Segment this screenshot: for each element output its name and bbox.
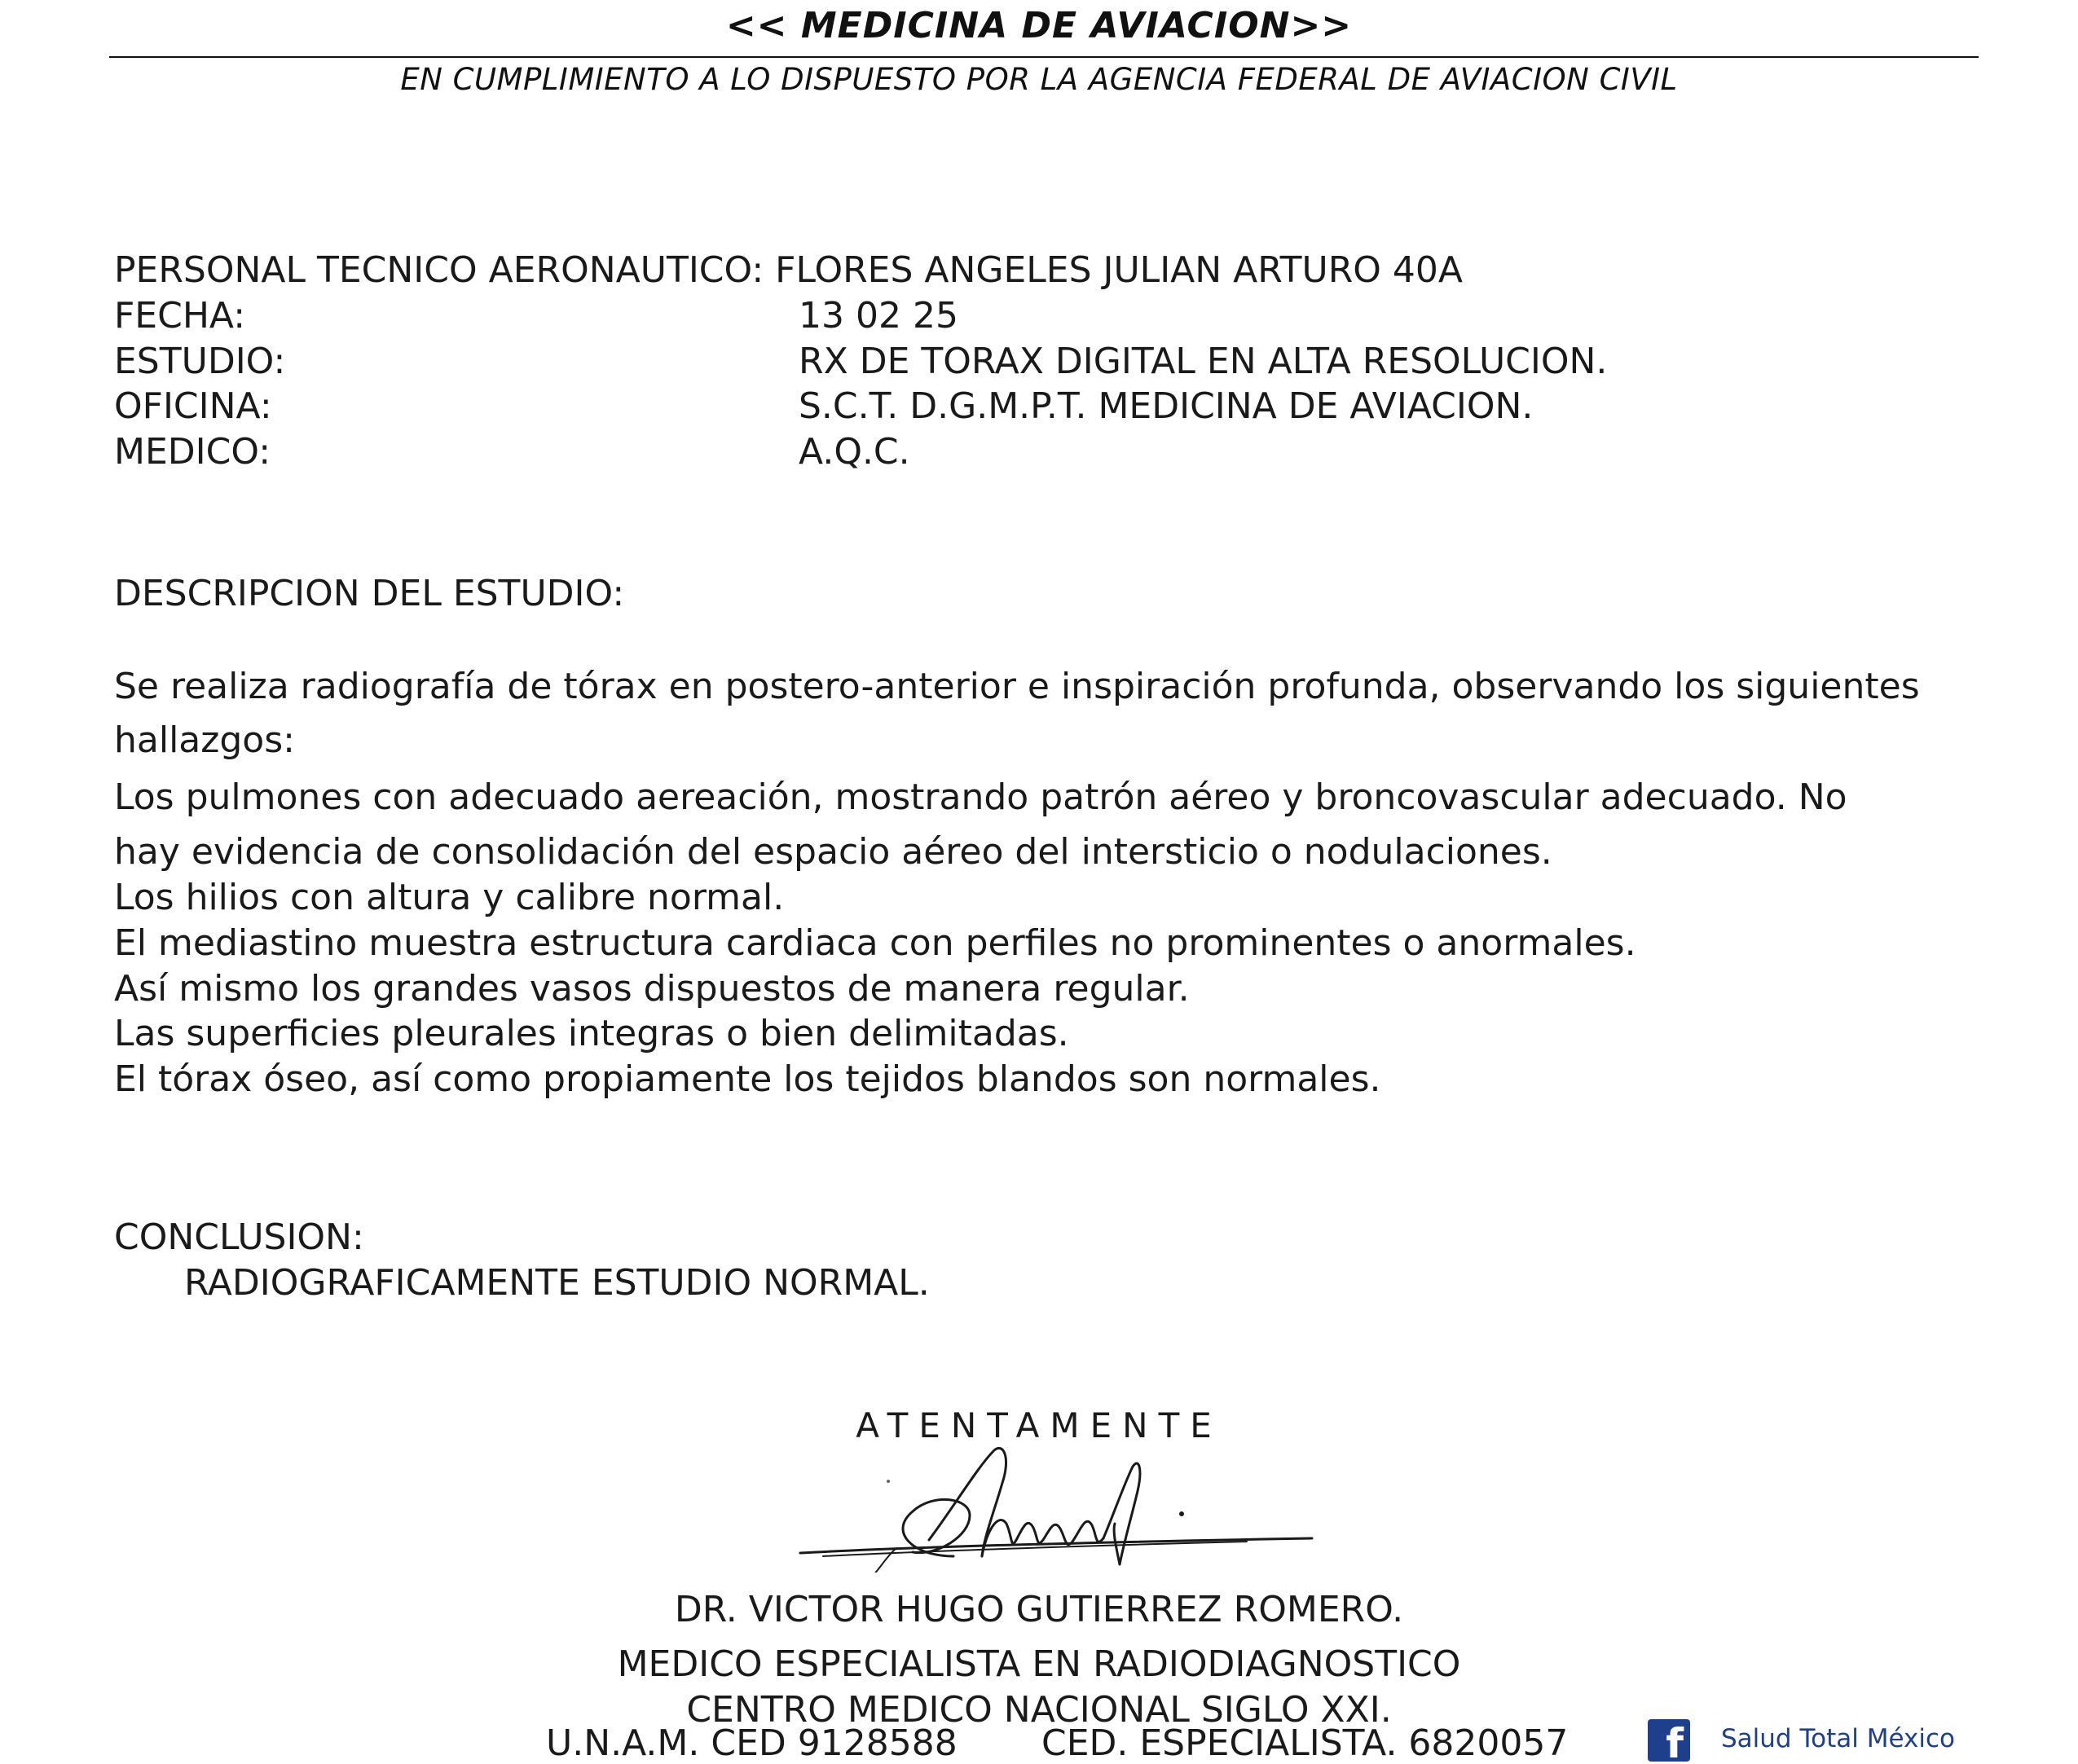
description-line: Los hilios con altura y calibre normal.: [114, 877, 785, 918]
description-line: El tórax óseo, así como propiamente los tejidos blandos son normales.: [114, 1058, 1381, 1100]
field-value-medico: A.Q.C.: [799, 431, 910, 473]
description-line: hay evidencia de consolidación del espacio aéreo del intersticio o nodulaciones.: [114, 831, 1552, 873]
description-line: Las superficies pleurales integras o bien delimitadas.: [114, 1013, 1069, 1054]
description-line: Los pulmones con adecuado aereación, mostrando patrón aéreo y broncovascular adecuado. No: [114, 776, 1847, 818]
description-heading: DESCRIPCION DEL ESTUDIO:: [114, 573, 625, 614]
signer-institution: CENTRO MEDICO NACIONAL SIGLO XXI.: [686, 1689, 1392, 1731]
signer-title: MEDICO ESPECIALISTA EN RADIODIAGNOSTICO: [617, 1643, 1461, 1685]
document-title: << MEDICINA DE AVIACION>>: [725, 5, 1353, 46]
field-value-fecha: 13 02 25: [799, 295, 958, 337]
facebook-icon: f: [1648, 1719, 1690, 1762]
header-divider: [109, 56, 1979, 58]
conclusion-text: RADIOGRAFICAMENTE ESTUDIO NORMAL.: [184, 1262, 930, 1304]
conclusion-heading: CONCLUSION:: [114, 1216, 364, 1258]
description-line: El mediastino muestra estructura cardiaca con perfiles no prominentes o anormales.: [114, 922, 1636, 964]
description-line: hallazgos:: [114, 719, 295, 761]
description-line: Así mismo los grandes vasos dispuestos de manera regular.: [114, 968, 1190, 1010]
signer-name: DR. VICTOR HUGO GUTIERREZ ROMERO.: [674, 1589, 1404, 1630]
facebook-page-name: Salud Total México: [1721, 1724, 1955, 1753]
closing-text: ATENTAMENTE: [856, 1405, 1222, 1445]
field-label-estudio: ESTUDIO:: [114, 341, 286, 382]
field-value-oficina: S.C.T. D.G.M.P.T. MEDICINA DE AVIACION.: [799, 385, 1534, 427]
field-label-oficina: OFICINA:: [114, 385, 272, 427]
description-line: Se realiza radiografía de tórax en postero-anterior e inspiración profunda, observando los siguientes: [114, 666, 1920, 707]
signature: [790, 1434, 1328, 1573]
document-subtitle: EN CUMPLIMIENTO A LO DISPUESTO POR LA AGENCIA FEDERAL DE AVIACION CIVIL: [400, 62, 1678, 97]
ced-especialista: CED. ESPECIALISTA. 6820057: [1041, 1722, 1569, 1764]
ced-unam: U.N.A.M. CED 9128588: [546, 1722, 958, 1764]
patient-line: PERSONAL TECNICO AERONAUTICO: FLORES ANGELES JULIAN ARTURO 40A: [114, 249, 1464, 291]
field-label-fecha: FECHA:: [114, 295, 246, 337]
field-value-estudio: RX DE TORAX DIGITAL EN ALTA RESOLUCION.: [799, 341, 1608, 382]
field-label-medico: MEDICO:: [114, 431, 271, 473]
